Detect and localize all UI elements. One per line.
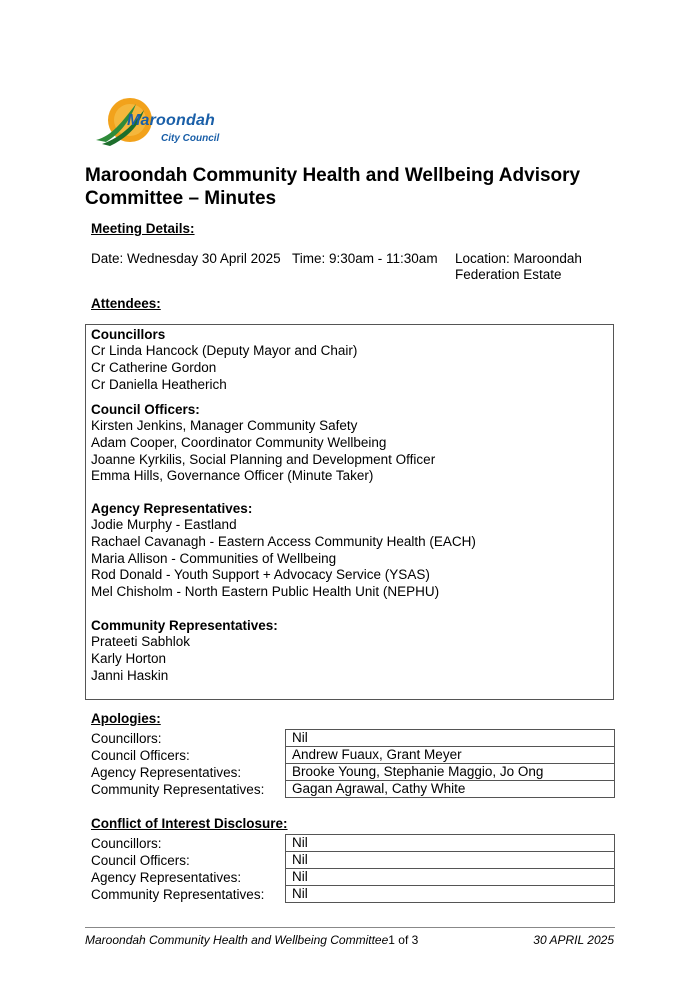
attendee: Mel Chisholm - North Eastern Public Health Unit (NEPHU)	[91, 584, 440, 600]
group-title: Councillors	[91, 327, 166, 342]
table-row	[286, 869, 615, 886]
attendee: Maria Allison - Communities of Wellbeing	[91, 550, 337, 566]
footer-divider	[85, 927, 615, 928]
conflict-value: Nil	[286, 835, 615, 852]
footer-page-number: 1 of 3	[388, 933, 419, 947]
attendee: Jodie Murphy - Eastland	[91, 517, 237, 532]
conflict-table	[285, 834, 615, 903]
table-row	[286, 781, 615, 798]
location-line-1: Location: Maroondah	[455, 251, 582, 266]
group-title: Council Officers:	[91, 402, 200, 417]
attendee: Cr Linda Hancock (Deputy Mayor and Chair)	[91, 343, 358, 358]
attendee: Adam Cooper, Coordinator Community Wellbeing	[91, 434, 387, 450]
attendee: Cr Daniella Heatherich	[91, 376, 227, 392]
conflict-value: Nil	[286, 886, 615, 903]
attendee: Kirsten Jenkins, Manager Community Safety	[91, 418, 358, 433]
apology-value: Gagan Agrawal, Cathy White	[286, 781, 615, 798]
attendee: Prateeti Sabhlok	[91, 634, 191, 649]
apology-label: Community Representatives:	[91, 782, 265, 797]
logo-name: Maroondah	[127, 112, 216, 129]
attendee: Cr Catherine Gordon	[91, 359, 217, 375]
apologies-heading: Apologies:	[91, 711, 161, 726]
group-title: Agency Representatives:	[91, 501, 253, 516]
logo-subtitle: City Council	[161, 133, 220, 144]
apology-label: Council Officers:	[91, 748, 190, 763]
conflict-label: Council Officers:	[91, 853, 190, 868]
apology-value: Andrew Fuaux, Grant Meyer	[286, 747, 615, 764]
table-row	[286, 835, 615, 852]
group-title: Community Representatives:	[91, 618, 278, 633]
apologies-table	[285, 729, 615, 798]
table-row	[286, 764, 615, 781]
attendee: Rod Donald - Youth Support + Advocacy Service (YSAS)	[91, 567, 430, 583]
attendee-group-agency	[91, 501, 476, 601]
conflict-value: Nil	[286, 869, 615, 886]
meeting-time: Time: 9:30am - 11:30am	[292, 251, 438, 266]
conflict-label: Councillors:	[91, 836, 162, 851]
attendee: Janni Haskin	[91, 667, 169, 683]
table-row	[286, 852, 615, 869]
table-row	[286, 886, 615, 903]
attendee: Karly Horton	[91, 650, 167, 666]
footer-date: 30 APRIL 2025	[533, 933, 614, 947]
conflict-heading: Conflict of Interest Disclosure:	[91, 816, 288, 831]
conflict-label: Agency Representatives:	[91, 870, 242, 885]
attendee-group-community	[91, 618, 278, 684]
table-row	[286, 747, 615, 764]
meeting-date: Date: Wednesday 30 April 2025	[91, 251, 281, 266]
meeting-details-heading: Meeting Details:	[91, 221, 195, 236]
conflict-label: Community Representatives:	[91, 887, 265, 902]
page-title: Maroondah Community Health and Wellbeing Advisory Committee – Minutes	[85, 165, 581, 209]
apology-label: Agency Representatives:	[91, 765, 242, 780]
attendee-group-councillors	[91, 327, 357, 393]
footer-document-name: Maroondah Community Health and Wellbeing Committee	[85, 933, 389, 947]
attendees-box	[85, 324, 614, 700]
footer-left	[85, 933, 418, 947]
attendee: Rachael Cavanagh - Eastern Access Community Health (EACH)	[91, 533, 476, 549]
apology-value: Nil	[286, 730, 615, 747]
location-line-2: Federation Estate	[455, 267, 562, 282]
conflict-value: Nil	[286, 852, 615, 869]
apology-value: Brooke Young, Stephanie Maggio, Jo Ong	[286, 764, 615, 781]
apology-label: Councillors:	[91, 731, 162, 746]
table-row	[286, 730, 615, 747]
attendee: Joanne Kyrkilis, Social Planning and Development Officer	[91, 451, 436, 467]
attendee-group-council-officers	[91, 402, 435, 485]
attendees-heading: Attendees:	[91, 296, 161, 311]
meeting-location	[455, 251, 582, 283]
attendee: Emma Hills, Governance Officer (Minute Taker)	[91, 468, 374, 484]
